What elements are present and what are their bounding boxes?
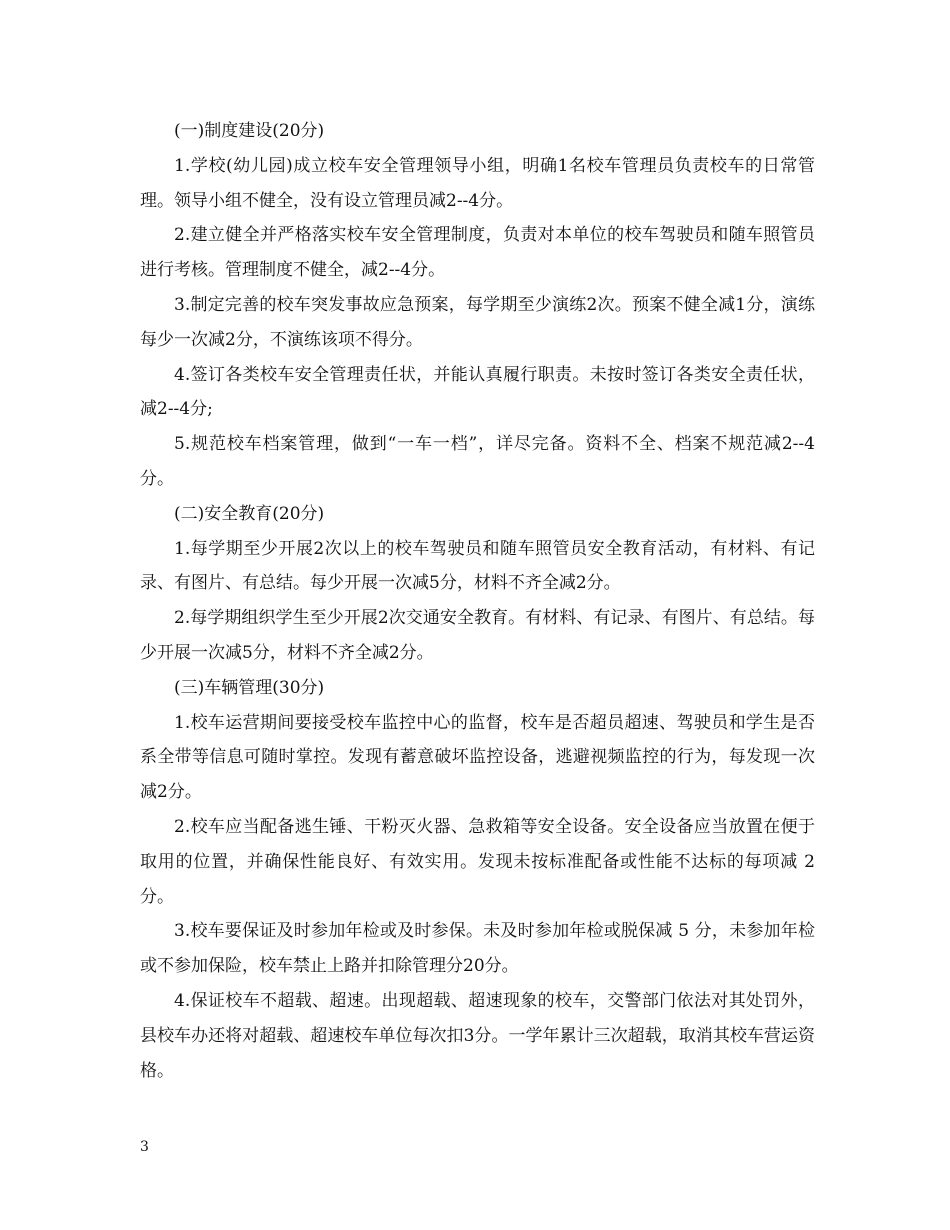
section-3-item-1: 1.校车运营期间要接受校车监控中心的监督，校车是否超员超速、驾驶员和学生是否系全带等信息可随时掌控。发现有蓄意破坏监控设备，逃避视频监控的行为，每发现一次减2分。 [140, 712, 815, 803]
section-heading-2: (二)安全教育(20分) [174, 503, 325, 524]
section-3-item-3: 3.校车要保证及时参加年检或及时参保。未及时参加年检或脱保减 5 分，未参加年检或不参加保险，校车禁止上路并扣除管理分20分。 [140, 921, 815, 977]
section-1-item-3: 3.制定完善的校车突发事故应急预案，每学期至少演练2次。预案不健全减1分，演练每少一次减2分，不演练该项不得分。 [140, 294, 815, 350]
section-3-item-2: 2.校车应当配备逃生锤、干粉灭火器、急救箱等安全设备。安全设备应当放置在便于取用的位置，并确保性能良好、有效实用。发现未按标准配备或性能不达标的每项减 2 分。 [140, 816, 815, 907]
document-body [140, 114, 815, 1088]
section-2-item-2: 2.每学期组织学生至少开展2次交通安全教育。有材料、有记录、有图片、有总结。每少开展一次减5分，材料不齐全减2分。 [140, 608, 815, 663]
section-1-item-5: 5.规范校车档案管理，做到“一车一档”，详尽完备。资料不全、档案不规范减2--4分。 [140, 434, 815, 489]
page-number: 3 [140, 1139, 149, 1155]
section-1-item-2: 2.建立健全并严格落实校车安全管理制度，负责对本单位的校车驾驶员和随车照管员进行考核。管理制度不健全，减2--4分。 [140, 225, 815, 281]
section-heading-3: (三)车辆管理(30分) [174, 677, 325, 698]
section-3-item-4: 4.保证校车不超载、超速。出现超载、超速现象的校车，交警部门依法对其处罚外，县校车办还将对超载、超速校车单位每次扣3分。一学年累计三次超载，取消其校车营运资格。 [140, 990, 815, 1081]
section-heading-1: (一)制度建设(20分) [174, 121, 325, 141]
section-2-item-1: 1.每学期至少开展2次以上的校车驾驶员和随车照管员安全教育活动，有材料、有记录、有图片、有总结。每少开展一次减5分，材料不齐全减2分。 [140, 538, 815, 594]
section-1-item-4: 4.签订各类校车安全管理责任状，并能认真履行职责。未按时签订各类安全责任状，减2--4分; [140, 364, 815, 420]
section-1-item-1: 1.学校(幼儿园)成立校车安全管理领导小组，明确1名校车管理员负责校车的日常管理。领导小组不健全，没有设立管理员减2--4分。 [140, 155, 815, 211]
